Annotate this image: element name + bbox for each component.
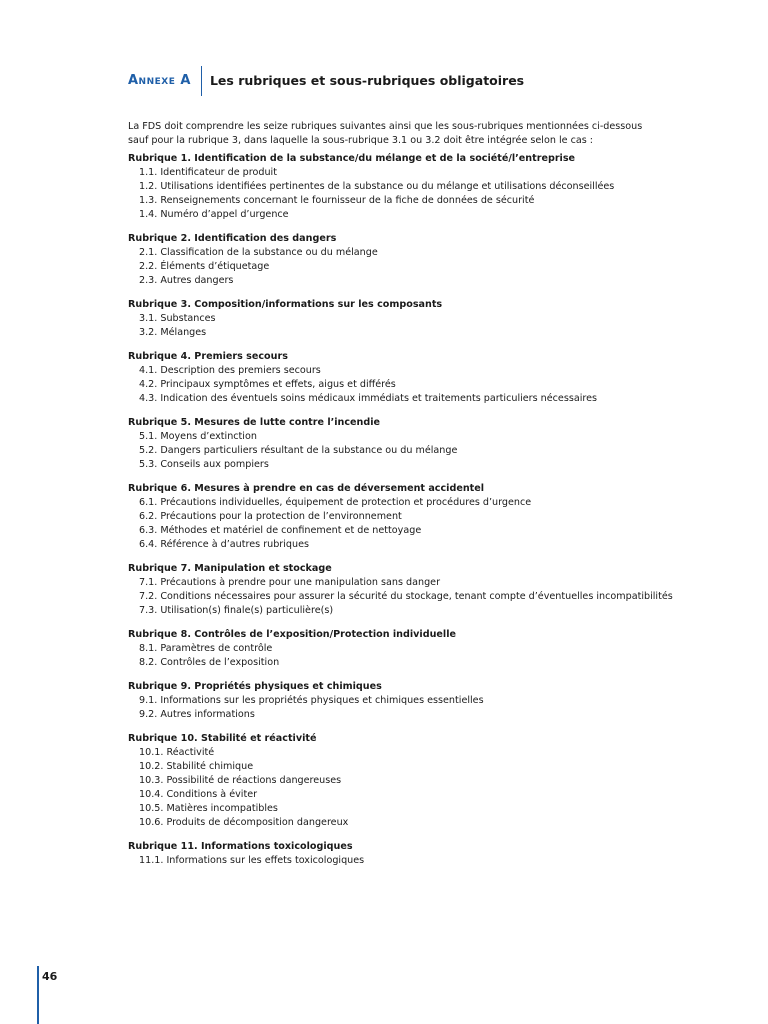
page-title: Les rubriques et sous-rubriques obligatoires (209, 73, 525, 88)
rubrique-section (128, 840, 688, 868)
sub-rubrique-item: 10.6. Produits de décomposition dangereux (139, 817, 349, 828)
rubrique-title: Rubrique 3. Composition/informations sur les composants (128, 299, 443, 310)
rubrique-title: Rubrique 5. Mesures de lutte contre l’incendie (128, 417, 381, 428)
sub-rubrique-item: 10.4. Conditions à éviter (139, 789, 258, 800)
rubrique-title: Rubrique 10. Stabilité et réactivité (128, 733, 317, 744)
sub-rubrique-item: 3.1. Substances (139, 313, 216, 324)
page-header (128, 66, 524, 96)
sub-rubrique-item: 2.3. Autres dangers (139, 275, 234, 286)
rubrique-section (128, 482, 688, 552)
sub-rubrique-item: 4.2. Principaux symptômes et effets, aigus et différés (139, 379, 396, 390)
sub-rubrique-item: 7.1. Précautions à prendre pour une manipulation sans danger (139, 577, 441, 588)
rubrique-title: Rubrique 7. Manipulation et stockage (128, 563, 332, 574)
footer-accent-bar (37, 966, 39, 1024)
document-body (128, 120, 688, 878)
rubrique-section (128, 416, 688, 472)
rubrique-section (128, 628, 688, 670)
sub-rubrique-item: 3.2. Mélanges (139, 327, 207, 338)
rubrique-title: Rubrique 11. Informations toxicologiques (128, 841, 353, 852)
rubrique-section (128, 732, 688, 830)
sub-rubrique-item: 4.1. Description des premiers secours (139, 365, 321, 376)
rubrique-section (128, 298, 688, 340)
rubrique-title: Rubrique 1. Identification de la substance/du mélange et de la société/l’entreprise (128, 153, 576, 164)
rubrique-section (128, 562, 688, 618)
sub-rubrique-item: 1.1. Identificateur de produit (139, 167, 277, 178)
sub-rubrique-item: 1.3. Renseignements concernant le fournisseur de la fiche de données de sécurité (139, 195, 535, 206)
sub-rubrique-item: 2.1. Classification de la substance ou du mélange (139, 247, 378, 258)
rubrique-title: Rubrique 6. Mesures à prendre en cas de déversement accidentel (128, 483, 485, 494)
rubrique-title: Rubrique 2. Identification des dangers (128, 233, 337, 244)
rubrique-section (128, 350, 688, 406)
sub-rubrique-item: 10.1. Réactivité (139, 747, 215, 758)
sub-rubrique-item: 8.1. Paramètres de contrôle (139, 643, 273, 654)
sub-rubrique-item: 4.3. Indication des éventuels soins médicaux immédiats et traitements particuliers nécessaires (139, 393, 598, 404)
sub-rubrique-item: 9.2. Autres informations (139, 709, 255, 720)
sub-rubrique-item: 10.5. Matières incompatibles (139, 803, 278, 814)
sub-rubrique-item: 11.1. Informations sur les effets toxicologiques (139, 855, 365, 866)
sub-rubrique-item: 8.2. Contrôles de l’exposition (139, 657, 280, 668)
sub-rubrique-item: 6.3. Méthodes et matériel de confinement et de nettoyage (139, 525, 422, 536)
rubrique-section (128, 232, 688, 288)
rubrique-section (128, 680, 688, 722)
sub-rubrique-item: 6.4. Référence à d’autres rubriques (139, 539, 309, 550)
rubrique-title: Rubrique 9. Propriétés physiques et chimiques (128, 681, 382, 692)
sub-rubrique-item: 7.2. Conditions nécessaires pour assurer la sécurité du stockage, tenant compte d’éventuelles incompatibilités (139, 591, 673, 602)
rubrique-title: Rubrique 8. Contrôles de l’exposition/Protection individuelle (128, 629, 456, 640)
intro-paragraph: La FDS doit comprendre les seize rubriques suivantes ainsi que les sous-rubriques mentionnées ci-dessous sauf pour la rubrique 3, dans laquelle la sous-rubrique 3.1 ou 3.2 doit être intégrée selon le cas : (128, 121, 643, 146)
sub-rubrique-item: 2.2. Éléments d’étiquetage (139, 261, 270, 272)
sub-rubrique-item: 5.2. Dangers particuliers résultant de la substance ou du mélange (139, 445, 458, 456)
rubrique-title: Rubrique 4. Premiers secours (128, 351, 288, 362)
sections-list (128, 152, 688, 868)
annex-label: Annexe A (128, 73, 191, 88)
sub-rubrique-item: 10.3. Possibilité de réactions dangereuses (139, 775, 342, 786)
sub-rubrique-item: 5.3. Conseils aux pompiers (139, 459, 269, 470)
page-number: 46 (42, 970, 58, 983)
sub-rubrique-item: 7.3. Utilisation(s) finale(s) particulière(s) (139, 605, 334, 616)
sub-rubrique-item: 6.2. Précautions pour la protection de l’environnement (139, 511, 402, 522)
sub-rubrique-item: 1.4. Numéro d’appel d’urgence (139, 209, 289, 220)
sub-rubrique-item: 6.1. Précautions individuelles, équipement de protection et procédures d’urgence (139, 497, 532, 508)
sub-rubrique-item: 10.2. Stabilité chimique (139, 761, 254, 772)
sub-rubrique-item: 1.2. Utilisations identifiées pertinentes de la substance ou du mélange et utilisations déconseillées (139, 181, 615, 192)
sub-rubrique-item: 5.1. Moyens d’extinction (139, 431, 257, 442)
rubrique-section (128, 152, 688, 222)
sub-rubrique-item: 9.1. Informations sur les propriétés physiques et chimiques essentielles (139, 695, 484, 706)
